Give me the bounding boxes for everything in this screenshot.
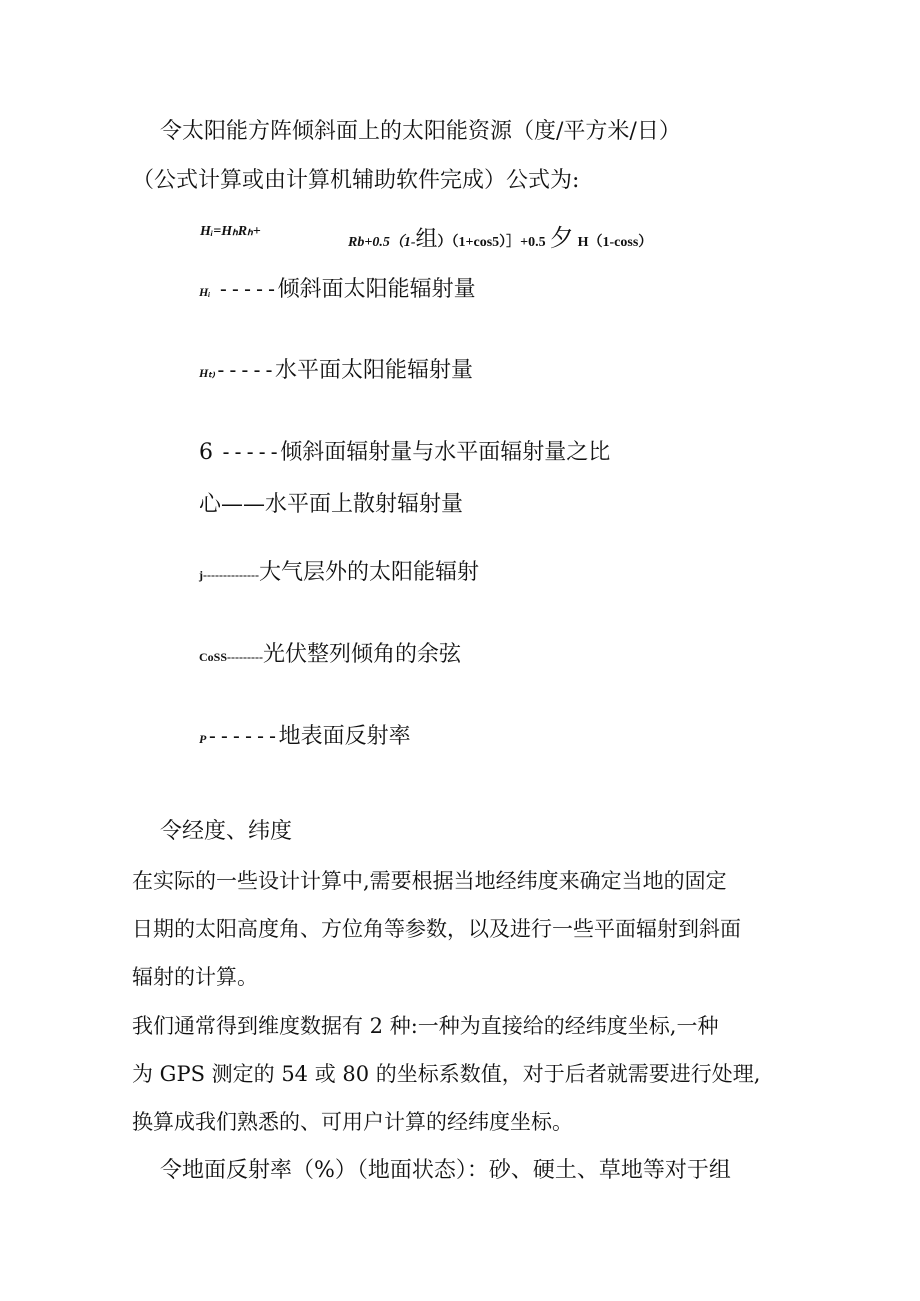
paragraph-line: 在实际的一些设计计算中,需要根据当地经纬度来确定当地的固定 <box>132 869 727 893</box>
definition-text: 水平面太阳能辐射量 <box>275 358 474 383</box>
paragraph-line: 日期的太阳高度角、方位角等参数，以及进行一些平面辐射到斜面 <box>132 917 741 941</box>
definition-symbol: 心 <box>199 492 222 517</box>
definition-symbol: Hᵢ <box>199 285 211 299</box>
paragraph-line: 辐射的计算。 <box>132 965 258 989</box>
definition-row <box>199 490 463 520</box>
definition-text: 大气层外的太阳能辐射 <box>258 560 479 585</box>
definition-text: 光伏整列倾角的余弦 <box>262 642 461 667</box>
definition-dashes: -------------- <box>203 568 259 582</box>
definition-dashes: ----- <box>220 440 281 464</box>
definition-row <box>199 721 411 754</box>
definition-row <box>199 274 476 307</box>
paragraph-line: 我们通常得到维度数据有 2 种:一种为直接给的经纬度坐标,一种 <box>132 1014 719 1038</box>
definition-symbol: j <box>199 568 203 582</box>
formula-part-a: Rb+0.5（1- <box>348 235 416 250</box>
formula-part-e: H（1-coss） <box>577 235 653 250</box>
definition-dashes: ------ <box>206 724 279 748</box>
paragraph-line: 为 GPS 测定的 54 或 80 的坐标系数值，对于后者就需要进行处理, <box>132 1062 761 1086</box>
definition-dashes: --------- <box>227 650 263 664</box>
definition-row <box>199 437 610 468</box>
definition-dashes: ----- <box>217 277 278 301</box>
definition-symbol: P <box>199 732 207 746</box>
definition-symbol: 6 <box>199 440 213 465</box>
definition-dashes: —— <box>221 492 266 517</box>
section3-heading: 令地面反射率（%）（地面状态）：砂、硬土、草地等对于组 <box>160 1158 731 1183</box>
section1-heading-line1: 令太阳能方阵倾斜面上的太阳能资源（度/平方米/日） <box>160 119 681 144</box>
definition-text: 倾斜面太阳能辐射量 <box>277 277 476 302</box>
formula-part-c: ）（1+cos5）］+0.5 <box>437 235 546 250</box>
definition-symbol: CoSS <box>199 650 228 664</box>
definition-row <box>199 640 461 672</box>
definition-text: 倾斜面辐射量与水平面辐射量之比 <box>280 440 611 465</box>
formula-part-d: 夕 <box>549 224 574 252</box>
definition-dashes: ----- <box>214 358 276 382</box>
section2-heading: 令经度、纬度 <box>160 819 293 844</box>
definition-symbol: Hₜ₎ <box>199 366 215 380</box>
section1-heading-line2: （公式计算或由计算机辅助软件完成）公式为: <box>132 168 580 193</box>
formula <box>200 223 261 240</box>
paragraph-line: 换算成我们熟悉的、可用户计算的经纬度坐标。 <box>132 1110 573 1134</box>
definition-text: 地表面反射率 <box>278 724 411 749</box>
definition-row <box>199 558 479 590</box>
definition-text: 水平面上散射辐射量 <box>265 492 464 517</box>
formula-left: Hᵢ=HₕRₕ+ <box>200 224 261 239</box>
formula-right <box>348 218 652 253</box>
definition-row <box>199 355 473 388</box>
formula-part-b: 组 <box>415 227 438 252</box>
